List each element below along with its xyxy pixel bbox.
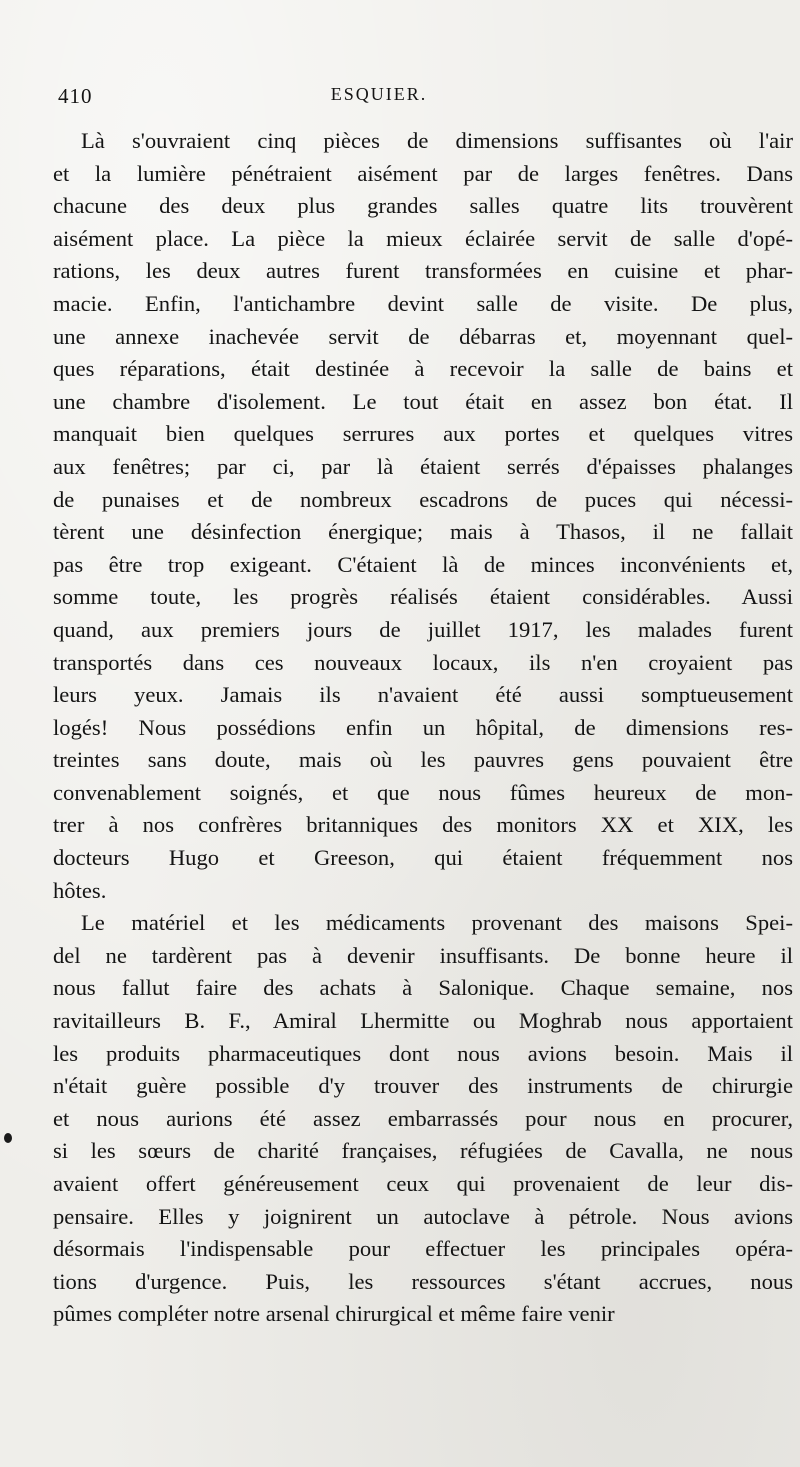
text-line: ques réparations, était destinée à recevoir la salle de bains et	[53, 356, 793, 382]
text-line: treintes sans doute, mais où les pauvres gens pouvaient être	[53, 747, 793, 773]
text-line: leurs yeux. Jamais ils n'avaient été aussi somptueusement	[53, 682, 793, 708]
text-line: pas être trop exigeant. C'étaient là de minces inconvénients et,	[53, 551, 793, 577]
text-line: logés! Nous possédions enfin un hôpital, de dimensions res-	[53, 714, 793, 740]
text-line: docteurs Hugo et Greeson, qui étaient fréquemment nos	[53, 845, 793, 871]
text-line: une annexe inachevée servit de débarras et, moyennant quel-	[53, 323, 793, 349]
text-line: si les sœurs de charité françaises, réfugiées de Cavalla, ne nous	[53, 1138, 793, 1164]
margin-dot-icon	[4, 1133, 12, 1143]
text-line: désormais l'indispensable pour effectuer les principales opéra-	[53, 1236, 793, 1262]
text-line: manquait bien quelques serrures aux portes et quelques vitres	[53, 421, 793, 447]
text-line: aux fenêtres; par ci, par là étaient serrés d'épaisses phalanges	[53, 453, 793, 479]
text-line: Le matériel et les médicaments provenant des maisons Spei-	[81, 910, 793, 936]
text-line: transportés dans ces nouveaux locaux, ils n'en croyaient pas	[53, 649, 793, 675]
body-text	[53, 125, 793, 1331]
text-line: les produits pharmaceutiques dont nous avions besoin. Mais il	[53, 1040, 793, 1066]
text-line: et la lumière pénétraient aisément par de larges fenêtres. Dans	[53, 160, 793, 186]
text-line: nous fallut faire des achats à Salonique. Chaque semaine, nos	[53, 975, 793, 1001]
text-line: del ne tardèrent pas à devenir insuffisants. De bonne heure il	[53, 942, 793, 968]
text-line: hôtes.	[53, 877, 107, 903]
text-line: Là s'ouvraient cinq pièces de dimensions suffisantes où l'air	[81, 128, 793, 153]
page-number: 410	[58, 84, 93, 108]
page-header	[58, 84, 760, 114]
text-line: une chambre d'isolement. Le tout était en assez bon état. Il	[53, 388, 793, 414]
text-line: convenablement soignés, et que nous fûmes heureux de mon-	[53, 779, 793, 805]
text-line: quand, aux premiers jours de juillet 1917, les malades furent	[53, 616, 793, 642]
text-line: tèrent une désinfection énergique; mais à Thasos, il ne fallait	[53, 519, 793, 545]
text-line: tions d'urgence. Puis, les ressources s'étant accrues, nous	[53, 1268, 793, 1294]
text-line: somme toute, les progrès réalisés étaient considérables. Aussi	[53, 584, 793, 610]
text-line: aisément place. La pièce la mieux éclairée servit de salle d'opé-	[53, 225, 793, 251]
text-line: de punaises et de nombreux escadrons de puces qui nécessi-	[53, 486, 793, 512]
text-line: macie. Enfin, l'antichambre devint salle de visite. De plus,	[53, 290, 793, 316]
text-line: chacune des deux plus grandes salles quatre lits trouvèrent	[53, 193, 793, 219]
text-line: pûmes compléter notre arsenal chirurgical et même faire venir	[53, 1301, 615, 1327]
text-line: ravitailleurs B. F., Amiral Lhermitte ou Moghrab nous apportaient	[53, 1008, 793, 1034]
running-head: ESQUIER.	[330, 84, 428, 104]
text-line: rations, les deux autres furent transformées en cuisine et phar-	[53, 258, 793, 284]
text-line: trer à nos confrères britanniques des monitors XX et XIX, les	[53, 812, 793, 838]
text-line: avaient offert généreusement ceux qui provenaient de leur dis-	[53, 1171, 793, 1196]
text-line: et nous aurions été assez embarrassés pour nous en procurer,	[53, 1105, 793, 1131]
text-line: n'était guère possible d'y trouver des instruments de chirurgie	[53, 1073, 793, 1099]
text-line: pensaire. Elles y joignirent un autoclave à pétrole. Nous avions	[53, 1203, 793, 1229]
